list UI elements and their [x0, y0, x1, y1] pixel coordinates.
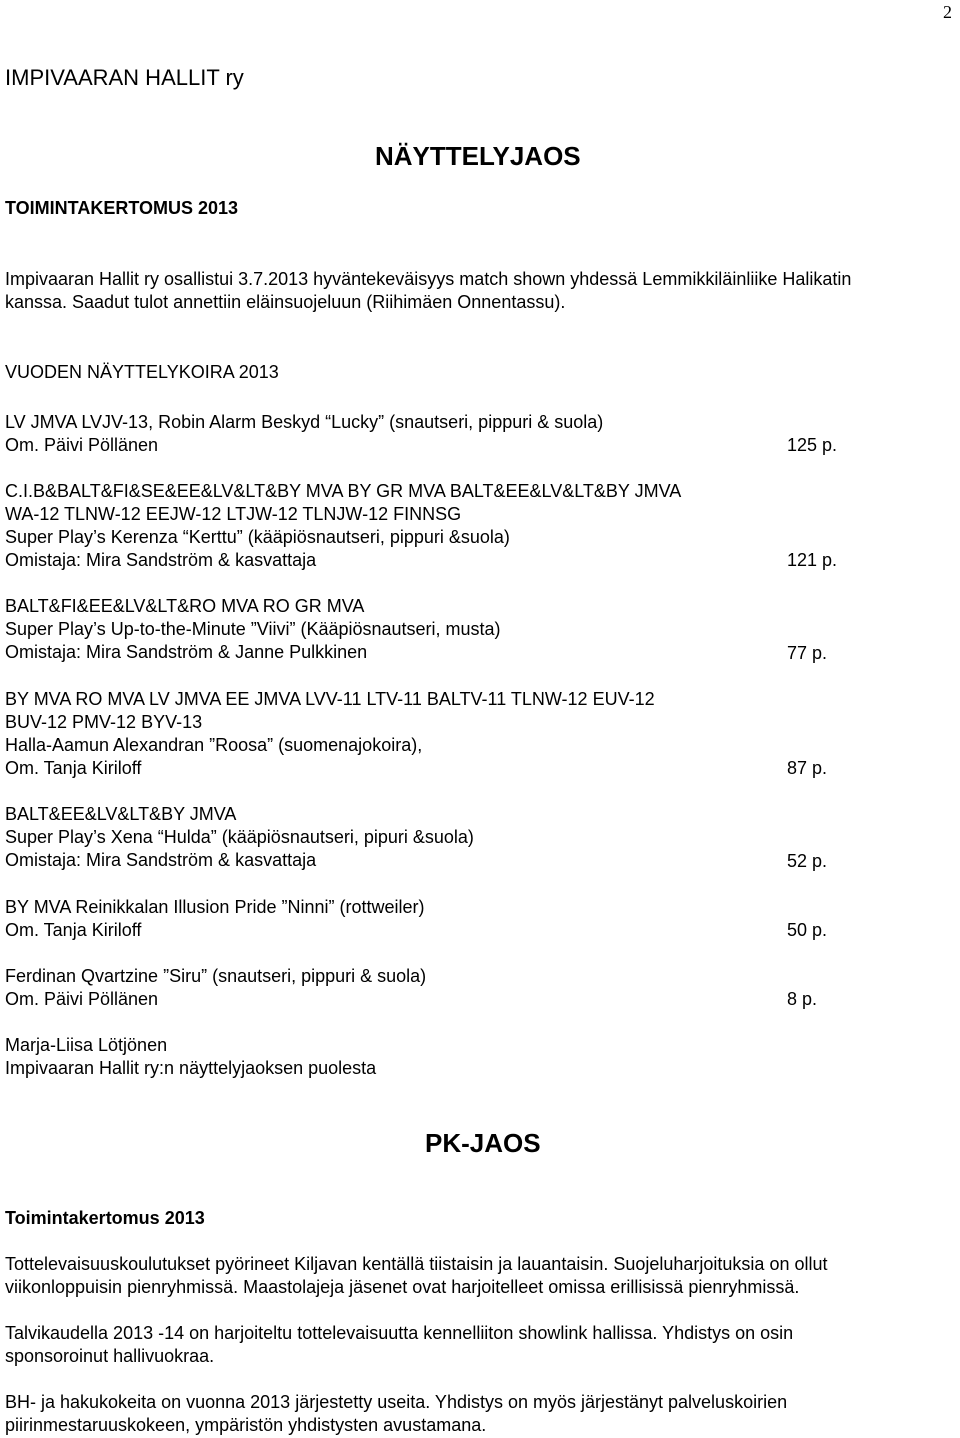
pk-paragraph: [5, 1322, 793, 1368]
report-title-pk: Toimintakertomus 2013: [5, 1208, 205, 1228]
section-title-nayttelyjaos: NÄYTTELYJAOS: [375, 141, 581, 171]
entry-line: BUV-12 PMV-12 BYV-13: [5, 712, 203, 732]
page-number: 2: [943, 2, 952, 22]
entry-line: Omistaja: Mira Sandström & kasvattaja: [5, 550, 317, 570]
entry-line: C.I.B&BALT&FI&SE&EE&LV&LT&BY MVA BY GR MVA BALT&EE&LV&LT&BY JMVA: [5, 481, 682, 501]
entry-line: LV JMVA LVJV-13, Robin Alarm Beskyd “Lucky” (snautseri, pippuri & suola): [5, 412, 604, 432]
pk-paragraph: [5, 1253, 827, 1299]
entry-line: Om. Päivi Pöllänen: [5, 989, 159, 1009]
entry-line: Super Play’s Xena “Hulda” (kääpiösnautseri, pipuri &suola): [5, 827, 474, 847]
entry-line: Om. Päivi Pöllänen: [5, 435, 159, 455]
entry-points: 50 p.: [787, 920, 828, 940]
entry-line: Halla-Aamun Alexandran ”Roosa” (suomenajokoira),: [5, 735, 423, 755]
intro-paragraph: [5, 268, 851, 314]
entry-points: 77 p.: [787, 643, 828, 663]
signature-role: Impivaaran Hallit ry:n näyttelyjaoksen puolesta: [5, 1058, 377, 1078]
signature-block: [5, 1034, 376, 1080]
entry-line: BALT&EE&LV&LT&BY JMVA: [5, 804, 237, 824]
entry-points: 125 p.: [787, 435, 838, 455]
entry-line: Om. Tanja Kiriloff: [5, 758, 142, 778]
report-title: TOIMINTAKERTOMUS 2013: [5, 198, 239, 218]
paragraph-line: BH- ja hakukokeita on vuonna 2013 järjestetty useita. Yhdistys on myös järjestänyt palveluskoirien: [5, 1392, 788, 1412]
paragraph-line: sponsoroinut hallivuokraa.: [5, 1346, 215, 1366]
pk-paragraph: [5, 1391, 787, 1437]
section-title-pk-jaos: PK-JAOS: [425, 1128, 541, 1158]
intro-line: kanssa. Saadut tulot annettiin eläinsuojeluun (Riihimäen Onnentassu).: [5, 292, 566, 312]
paragraph-line: viikonloppuisin pienryhmissä. Maastolajeja jäsenet ovat harjoitelleet omissa erillisissä pienryhmissä.: [5, 1277, 800, 1297]
entry-line: WA-12 TLNW-12 EEJW-12 LTJW-12 TLNJW-12 FINNSG: [5, 504, 462, 524]
entry-points: 87 p.: [787, 758, 828, 778]
paragraph-line: Talvikaudella 2013 -14 on harjoiteltu tottelevaisuutta kennelliiton showlink hallissa. Yhdistys on osin: [5, 1323, 794, 1343]
entry-line: Omistaja: Mira Sandström & Janne Pulkkinen: [5, 642, 368, 662]
signature-name: Marja-Liisa Lötjönen: [5, 1035, 168, 1055]
entry-line: Omistaja: Mira Sandström & kasvattaja: [5, 850, 317, 870]
entry-points: 121 p.: [787, 550, 838, 570]
entry-line: Om. Tanja Kiriloff: [5, 920, 142, 940]
entry-line: Ferdinan Qvartzine ”Siru” (snautseri, pippuri & suola): [5, 966, 427, 986]
entry-line: Super Play’s Kerenza “Kerttu” (kääpiösnautseri, pippuri &suola): [5, 527, 510, 547]
entry-line: Super Play’s Up-to-the-Minute ”Viivi” (Kääpiösnautseri, musta): [5, 619, 501, 639]
organization-name: IMPIVAARAN HALLIT ry: [5, 65, 244, 90]
entry-line: BY MVA RO MVA LV JMVA EE JMVA LVV-11 LTV-11 BALTV-11 TLNW-12 EUV-12: [5, 689, 655, 709]
paragraph-line: Tottelevaisuuskoulutukset pyörineet Kiljavan kentällä tiistaisin ja lauantaisin. Suojeluharjoituksia on ollut: [5, 1254, 828, 1274]
intro-line: Impivaaran Hallit ry osallistui 3.7.2013 hyväntekeväisyys match shown yhdessä Lemmikkiläinliike Halikatin: [5, 269, 852, 289]
entry-points: 52 p.: [787, 851, 828, 871]
entry-line: BY MVA Reinikkalan Illusion Pride ”Ninni” (rottweiler): [5, 897, 425, 917]
paragraph-line: piirinmestaruuskokeen, ympäristön yhdistysten avustamana.: [5, 1415, 487, 1435]
entry-line: BALT&FI&EE&LV&LT&RO MVA RO GR MVA: [5, 596, 365, 616]
entry-points: 8 p.: [787, 989, 818, 1009]
subheading-dog-of-year: VUODEN NÄYTTELYKOIRA 2013: [5, 362, 279, 382]
